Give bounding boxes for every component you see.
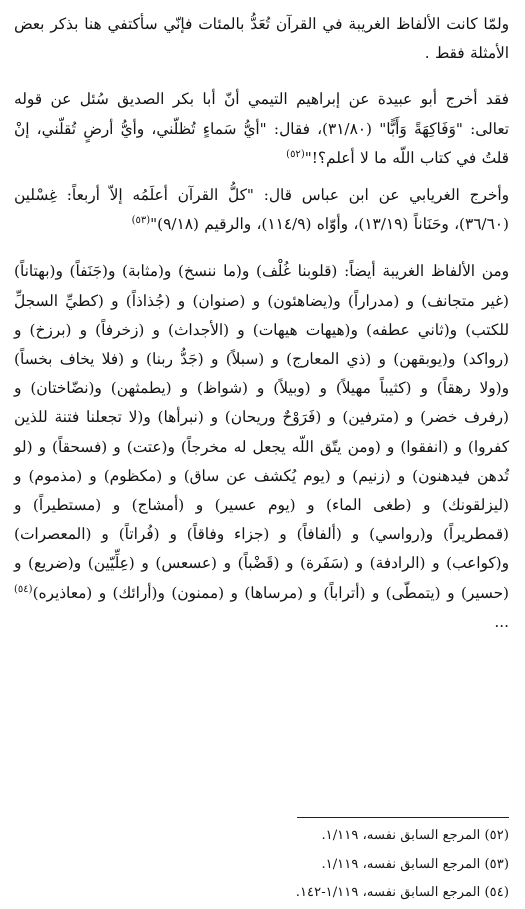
- footnote-ref-53[interactable]: (٥٣): [131, 215, 151, 227]
- paragraph-abu-bakr: [14, 85, 509, 173]
- footnote-ref-52[interactable]: (٥٢): [286, 148, 305, 160]
- paragraph-ibn-abbas: [14, 181, 509, 239]
- footnote-53: (٥٣) المرجع السابق نفسه، ١/١١٩.: [321, 856, 509, 872]
- paragraph-abu-bakr-text: فقد أخرج أبو عبيدة عن إبراهيم التيمي أنّ أبا بكر الصديق سُئل عن قوله تعالى: "وَفَاكِهَةً وَأَبًّا" (٣١/٨٠)، فقال: "أيُّ سَماءٍ تُظلّني، وأيُّ أرضٍ تُقلّني، إنْ قلتُ في كتاب اللّه ما لا أعلم؟!": [14, 90, 509, 167]
- paragraph-ibn-abbas-text: وأخرج الغريابي عن ابن عباس قال: "كلُّ القرآن أعلَمُه إلاّ أربعاً: غِسْلين (٣٦/٦٠)، وحَنَاناً (١٣/١٩)، وأوّاه (١١٤/٩)، والرقيم (٩/١٨)": [14, 186, 509, 234]
- footnote-ref-54[interactable]: (٥٤): [14, 583, 33, 595]
- paragraph-intro-text: ولمّا كانت الألفاظ الغريبة في القرآن تُعَدُّ بالمئات فإنّي سأكتفي هنا بذكر بعض الأمثلة فقط .: [14, 15, 509, 63]
- paragraph-word-list-ellipsis: ...: [494, 612, 509, 631]
- footnote-54: (٥٤) المرجع السابق نفسه، ١/١١٩-١٤٢.: [295, 885, 509, 900]
- footnote-divider: [297, 817, 509, 818]
- paragraph-word-list-text: ومن الألفاظ الغريبة أيضاً: (قلوبنا غُلْف) و(ما ننسخ) و(مثابة) و(جَنَفاً) و(بهتاناً) (غير متجانف) و (مدراراً) و(يضاهئون) و (صنوان) و (جُذاذاً) و (كطيِّ السجلِّ للكتب) و(ثاني عطفه) و(هيهات هيهات) و (الأجداث) و (زخرفاً) و (برزخ) و (رواكد) و(يوبقهن) و (ذي المعارج) و (سبلاً) و (جَدُّ ربنا) و (فلا يخاف بخساً) و(ولا رهقاً) و (كثيباً مهيلاً) و (وبيلاً) و (شواظ) و (يطمثهن) و(نضّاختان) و (رفرف خضر) و (مترفين) و (فَرَوْحٌ وريحان) و (نبرأها) و(لا تجعلنا فتنة للذين كفروا) و (انفقوا) و (ومن يتّق اللّه يجعل له مخرجاً) و(عتت) و (فسحقاً) و (لو تُدهن فيدهنون) و (زنيم) و (يوم يُكشف عن ساق) و (مكظوم) و (مذموم) و (ليزلقونك) و (طغى الماء) و (يوم عسير) و (أمشاج) و (مستطيراً) و (قمطريراً) و(رواسي) و (ألفافاً) و (جزاء وفاقاً) و (فُراتاً) و (المعصرات) و(كواعب) و (الرادفة) و (سَفَرة) و (قَضْباً) و (عسعس) و (عِلِّيّين) و(ضريع) و (حسير) و (يتمطّى) و (أتراباً) و (مرساها) و (ممنون) و(أرائك) و (معاذيره): [14, 262, 509, 602]
- footnote-52: (٥٢) المرجع السابق نفسه، ١/١١٩.: [321, 828, 509, 843]
- footnotes: [14, 822, 509, 908]
- paragraph-word-list: [14, 257, 509, 637]
- paragraph-intro: [14, 10, 509, 68]
